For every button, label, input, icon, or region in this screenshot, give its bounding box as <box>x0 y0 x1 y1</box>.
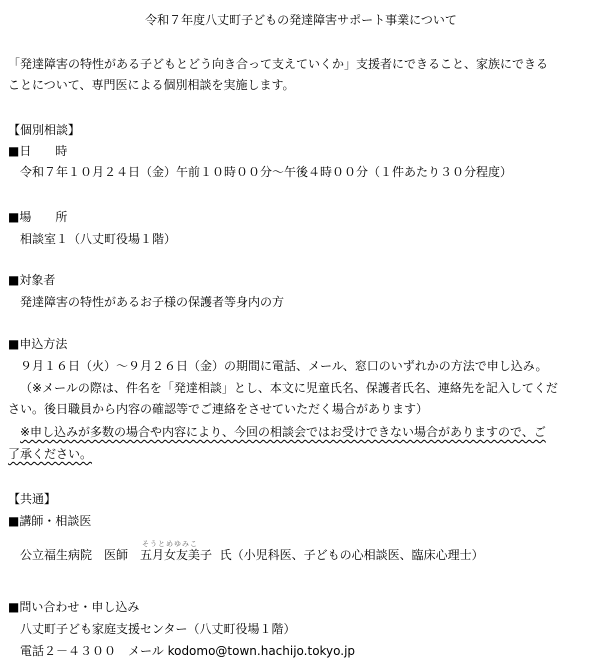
contact-org: 八丈町子ども家庭支援センター（八丈町役場１階） <box>20 622 296 636</box>
taisho-value: 発達障害の特性があるお子様の保護者等身内の方 <box>20 295 285 309</box>
koshi-prefix: 公立福生病院 医師 <box>20 548 141 562</box>
intro-line-1: 「発達障害の特性がある子どもとどう向き合って支えていくか」支援者にできること、家族にできる <box>8 57 549 71</box>
basho-heading: ■場 所 <box>8 210 68 224</box>
nichiji-heading: ■日 時 <box>8 144 68 158</box>
document-title: 令和７年度八丈町子どもの発達障害サポート事業について <box>145 13 457 27</box>
section-kobetsu-heading: 【個別相談】 <box>8 123 81 137</box>
moushikomi-heading: ■申込方法 <box>8 337 68 351</box>
koshi-value <box>20 540 484 563</box>
notice-line-1: ※申し込みが多数の場合や内容により、今回の相談会ではお受けできない場合がありますので、ご <box>20 425 546 439</box>
taisho-heading: ■対象者 <box>8 273 56 287</box>
moushikomi-line-1: ９月１６日（火）～９月２６日（金）の期間に電話、メール、窓口のいずれかの方法で申し込み。 <box>20 359 548 373</box>
basho-value: 相談室１（八丈町役場１階） <box>20 232 177 246</box>
moushikomi-line-2: （※メールの際は、件名を「発達相談」とし、本文に児童氏名、保護者氏名、連絡先を記入してくだ <box>20 381 558 395</box>
contact-heading: ■問い合わせ・申し込み <box>8 600 140 614</box>
moushikomi-line-3: さい。後日職員から内容の確認等でご連絡をさせていただく場合があります） <box>8 402 429 416</box>
koshi-name-with-ruby <box>140 540 213 563</box>
koshi-name-ruby: そうとめゆみこ <box>142 540 199 548</box>
koshi-name: 五月女友美子 <box>140 548 213 562</box>
section-kyotsu-heading: 【共通】 <box>8 492 57 506</box>
koshi-suffix: 氏（小児科医、子どもの心相談医、臨床心理士） <box>219 548 484 562</box>
intro-line-2: ことについて、専門医による個別相談を実施します。 <box>8 78 295 92</box>
koshi-heading: ■講師・相談医 <box>8 514 92 528</box>
contact-phone-email: 電話２－４３００ メール kodomo@town.hachijo.tokyo.jp <box>20 644 356 658</box>
notice-line-2: 了承ください。 <box>8 447 93 461</box>
nichiji-value: 令和７年１０月２４日（金）午前１０時００分～午後４時００分（１件あたり３０分程度） <box>20 165 513 179</box>
